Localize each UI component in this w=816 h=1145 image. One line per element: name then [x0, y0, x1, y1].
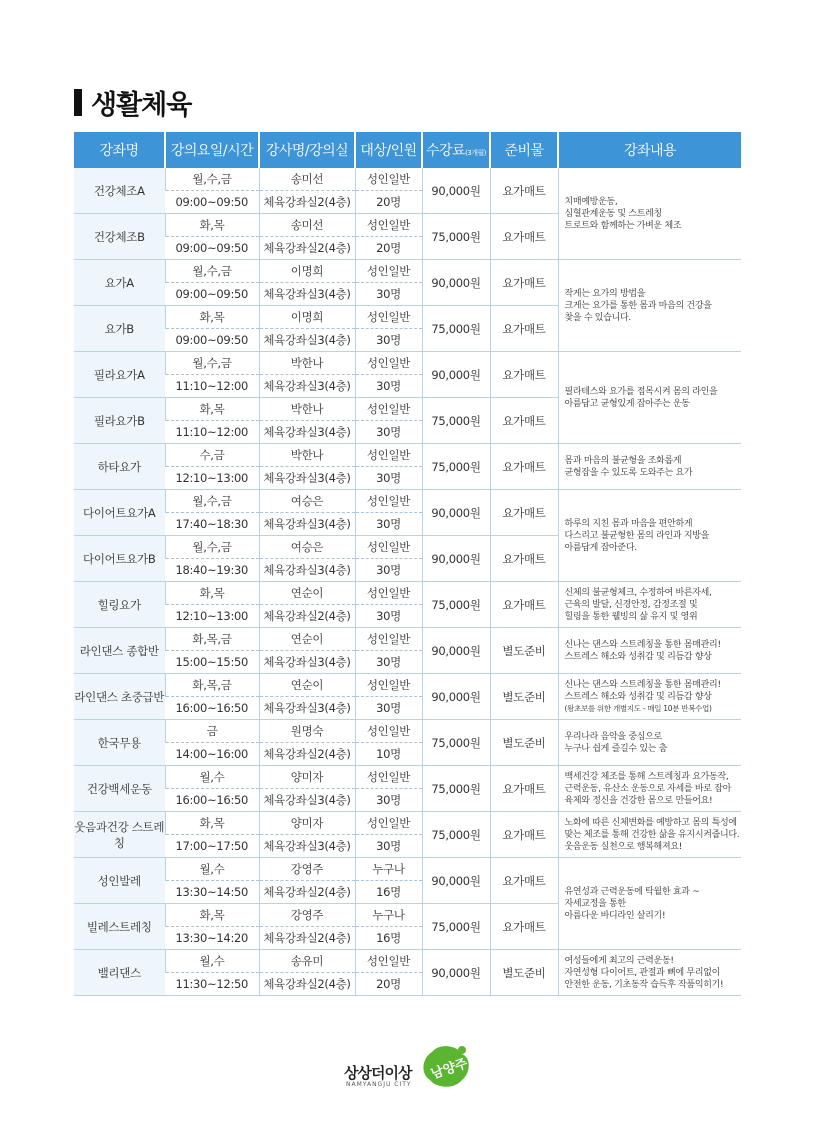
course-time-cell: 09:00~09:50	[165, 283, 259, 306]
course-teacher-cell: 여승은	[259, 490, 355, 513]
course-prep-cell: 요가매트	[490, 904, 558, 950]
course-teacher-cell: 양미자	[259, 812, 355, 835]
course-prep-cell: 요가매트	[490, 352, 558, 398]
course-day-cell: 화,목	[165, 582, 259, 605]
table-row	[74, 582, 741, 605]
course-fee-cell: 90,000원	[422, 950, 490, 996]
course-time-cell: 11:30~12:50	[165, 973, 259, 996]
course-room-cell: 체육강좌실2(4층)	[259, 881, 355, 904]
course-prep-cell: 요가매트	[490, 260, 558, 306]
course-room-cell: 체육강좌실2(4층)	[259, 191, 355, 214]
col-header-prep: 준비물	[490, 132, 558, 168]
course-name-cell: 필라요가A	[74, 352, 165, 398]
course-name-cell: 성인발레	[74, 858, 165, 904]
course-prep-cell: 요가매트	[490, 398, 558, 444]
schedule-table	[74, 132, 741, 996]
description-line: 육체와 정신을 건강한 몸으로 만들어요!	[564, 795, 713, 806]
course-count-cell: 20명	[355, 237, 422, 260]
table-row	[74, 260, 741, 283]
course-target-cell: 성인일반	[355, 950, 422, 973]
course-name-cell: 요가A	[74, 260, 165, 306]
course-fee-cell: 75,000원	[422, 444, 490, 490]
description-line: 자연성형 다이어트, 관절과 뼈에 무리없이	[564, 967, 721, 978]
course-description-cell	[558, 260, 741, 352]
course-target-cell: 성인일반	[355, 720, 422, 743]
course-description-cell	[558, 858, 741, 950]
course-description-cell	[558, 766, 741, 812]
course-target-cell: 성인일반	[355, 214, 422, 237]
course-room-cell: 체육강좌실2(4층)	[259, 927, 355, 950]
description-line: 신체의 불균형체크, 수정하여 바른자세,	[564, 587, 712, 598]
course-count-cell: 30명	[355, 329, 422, 352]
description-line: 스트레스 해소와 성취감 및 리듬감 향상	[564, 651, 712, 662]
course-fee-cell: 90,000원	[422, 490, 490, 536]
description-line: 맞는 체조를 통해 건강한 삶을 유지시켜줍니다.	[564, 829, 740, 840]
description-line: 근육의 발달, 신경안정, 감정조절 및	[564, 599, 698, 610]
course-count-cell: 30명	[355, 605, 422, 628]
course-name-cell: 하타요가	[74, 444, 165, 490]
description-line: 여성들에게 최고의 근력운동!	[564, 955, 674, 966]
table-row	[74, 490, 741, 513]
course-teacher-cell: 박한나	[259, 444, 355, 467]
course-fee-cell: 75,000원	[422, 306, 490, 352]
course-description-cell	[558, 352, 741, 444]
course-name-cell: 다이어트요가A	[74, 490, 165, 536]
course-teacher-cell: 여승은	[259, 536, 355, 559]
col-header-target: 대상/인원	[355, 132, 422, 168]
course-room-cell: 체육강좌실3(4층)	[259, 421, 355, 444]
course-target-cell: 성인일반	[355, 352, 422, 375]
course-fee-cell: 90,000원	[422, 858, 490, 904]
course-day-cell: 월,수,금	[165, 168, 259, 191]
description-line: 몸과 마음의 불균형을 조화롭게	[564, 455, 682, 466]
description-line: 자세교정을 통한	[564, 898, 626, 909]
description-line: 신나는 댄스와 스트레칭을 통한 몸매관리!	[564, 639, 721, 650]
course-fee-cell: 75,000원	[422, 812, 490, 858]
course-target-cell: 성인일반	[355, 766, 422, 789]
course-prep-cell: 요가매트	[490, 444, 558, 490]
table-row	[74, 674, 741, 697]
course-name-cell: 건강체조A	[74, 168, 165, 214]
course-day-cell: 월,수	[165, 950, 259, 973]
course-target-cell: 성인일반	[355, 306, 422, 329]
description-line: 근력운동, 유산소 운동으로 자세를 바로 잡아	[564, 783, 731, 794]
course-time-cell: 09:00~09:50	[165, 191, 259, 214]
course-count-cell: 30명	[355, 421, 422, 444]
course-prep-cell: 별도준비	[490, 628, 558, 674]
col-header-fee-period: (3개월)	[465, 149, 487, 157]
course-name-cell: 요가B	[74, 306, 165, 352]
course-time-cell: 09:00~09:50	[165, 329, 259, 352]
course-day-cell: 월,수,금	[165, 260, 259, 283]
course-time-cell: 12:10~13:00	[165, 605, 259, 628]
course-time-cell: 17:00~17:50	[165, 835, 259, 858]
course-count-cell: 30명	[355, 559, 422, 582]
course-name-cell: 라인댄스 초중급반	[74, 674, 165, 720]
course-name-cell: 한국무용	[74, 720, 165, 766]
course-description-cell	[558, 950, 741, 996]
table-row	[74, 950, 741, 973]
course-prep-cell: 별도준비	[490, 950, 558, 996]
description-line: 크게는 요가를 통한 몸과 마음의 건강을	[564, 300, 712, 311]
course-count-cell: 30명	[355, 513, 422, 536]
col-header-fee	[422, 132, 490, 168]
city-logo	[344, 1044, 474, 1100]
course-teacher-cell: 양미자	[259, 766, 355, 789]
logo-wordmark: 상상더이상	[344, 1064, 412, 1082]
course-prep-cell: 요가매트	[490, 490, 558, 536]
course-fee-cell: 90,000원	[422, 536, 490, 582]
course-target-cell: 누구나	[355, 858, 422, 881]
title-bar-mark	[74, 89, 82, 116]
description-line: 작게는 요가의 방법을	[564, 288, 646, 299]
course-target-cell: 성인일반	[355, 260, 422, 283]
course-description-cell	[558, 812, 741, 858]
course-prep-cell: 요가매트	[490, 858, 558, 904]
course-description-cell	[558, 168, 741, 260]
course-count-cell: 30명	[355, 697, 422, 720]
description-line: 힐링을 통한 웰빙의 삶 유지 및 영위	[564, 611, 698, 622]
course-day-cell: 화,목,금	[165, 628, 259, 651]
header-row	[74, 132, 741, 168]
course-time-cell: 18:40~19:30	[165, 559, 259, 582]
course-name-cell: 라인댄스 종합반	[74, 628, 165, 674]
course-fee-cell: 90,000원	[422, 674, 490, 720]
course-count-cell: 30명	[355, 467, 422, 490]
course-time-cell: 12:10~13:00	[165, 467, 259, 490]
course-target-cell: 성인일반	[355, 812, 422, 835]
description-line: 치매예방운동,	[564, 196, 618, 207]
col-header-name: 강좌명	[74, 132, 165, 168]
description-line: 스트레스 해소와 성취감 및 리듬감 향상	[564, 691, 712, 702]
description-line: 트로트와 함께하는 가벼운 체조	[564, 220, 682, 231]
course-prep-cell: 요가매트	[490, 168, 558, 214]
course-name-cell: 밸리댄스	[74, 950, 165, 996]
course-teacher-cell: 연순이	[259, 674, 355, 697]
col-header-fee-label: 수강료	[425, 143, 466, 159]
course-fee-cell: 90,000원	[422, 260, 490, 306]
course-day-cell: 화,목	[165, 398, 259, 421]
course-count-cell: 30명	[355, 375, 422, 398]
course-count-cell: 30명	[355, 283, 422, 306]
course-fee-cell: 75,000원	[422, 904, 490, 950]
course-target-cell: 성인일반	[355, 674, 422, 697]
course-teacher-cell: 연순이	[259, 582, 355, 605]
course-name-cell: 웃음과건강 스트레칭	[74, 812, 165, 858]
course-prep-cell: 별도준비	[490, 720, 558, 766]
col-header-schedule: 강의요일/시간	[165, 132, 259, 168]
course-room-cell: 체육강좌실3(4층)	[259, 651, 355, 674]
description-line: 유연성과 근력운동에 탁월한 효과 ~	[564, 886, 700, 897]
description-line: 찾을 수 있습니다.	[564, 312, 631, 323]
description-line: 균형잡을 수 있도록 도와주는 요가	[564, 467, 693, 478]
course-day-cell: 월,수,금	[165, 352, 259, 375]
course-count-cell: 20명	[355, 973, 422, 996]
course-teacher-cell: 송유미	[259, 950, 355, 973]
course-time-cell: 11:10~12:00	[165, 375, 259, 398]
description-line: 누구나 쉽게 즐길수 있는 춤	[564, 743, 668, 754]
course-count-cell: 16명	[355, 927, 422, 950]
course-time-cell: 11:10~12:00	[165, 421, 259, 444]
course-teacher-cell: 이명희	[259, 260, 355, 283]
table-row	[74, 168, 741, 191]
description-line: 아름답게 잡아준다.	[564, 542, 637, 553]
schedule-body	[74, 168, 741, 996]
course-prep-cell: 요가매트	[490, 306, 558, 352]
course-count-cell: 16명	[355, 881, 422, 904]
course-count-cell: 30명	[355, 789, 422, 812]
course-prep-cell: 요가매트	[490, 536, 558, 582]
course-room-cell: 체육강좌실2(4층)	[259, 237, 355, 260]
course-target-cell: 성인일반	[355, 628, 422, 651]
course-count-cell: 10명	[355, 743, 422, 766]
course-target-cell: 성인일반	[355, 490, 422, 513]
course-description-cell	[558, 582, 741, 628]
course-prep-cell: 별도준비	[490, 674, 558, 720]
course-room-cell: 체육강좌실3(4층)	[259, 789, 355, 812]
logo-badge-text: 남양주	[429, 1056, 470, 1083]
course-day-cell: 화,목	[165, 214, 259, 237]
course-fee-cell: 75,000원	[422, 766, 490, 812]
course-day-cell: 화,목	[165, 904, 259, 927]
course-target-cell: 성인일반	[355, 582, 422, 605]
description-line: 하루의 지친 몸과 마음을 편안하게	[564, 518, 693, 529]
course-room-cell: 체육강좌실3(4층)	[259, 559, 355, 582]
course-teacher-cell: 원명숙	[259, 720, 355, 743]
course-fee-cell: 75,000원	[422, 398, 490, 444]
logo-city-name: NAMYANGJU CITY	[346, 1081, 412, 1088]
course-time-cell: 13:30~14:50	[165, 881, 259, 904]
course-time-cell: 16:00~16:50	[165, 789, 259, 812]
table-row	[74, 812, 741, 835]
course-fee-cell: 75,000원	[422, 720, 490, 766]
course-count-cell: 20명	[355, 191, 422, 214]
course-day-cell: 월,수,금	[165, 490, 259, 513]
course-day-cell: 월,수	[165, 766, 259, 789]
course-room-cell: 체육강좌실3(4층)	[259, 329, 355, 352]
table-row	[74, 628, 741, 651]
course-day-cell: 월,수,금	[165, 536, 259, 559]
course-day-cell: 월,수	[165, 858, 259, 881]
course-time-cell: 14:00~16:00	[165, 743, 259, 766]
course-prep-cell: 요가매트	[490, 214, 558, 260]
course-description-cell	[558, 444, 741, 490]
table-row	[74, 858, 741, 881]
course-fee-cell: 90,000원	[422, 168, 490, 214]
course-fee-cell: 90,000원	[422, 628, 490, 674]
course-teacher-cell: 연순이	[259, 628, 355, 651]
course-teacher-cell: 강영주	[259, 858, 355, 881]
course-name-cell: 다이어트요가B	[74, 536, 165, 582]
course-room-cell: 체육강좌실3(4층)	[259, 697, 355, 720]
course-room-cell: 체육강좌실3(4층)	[259, 467, 355, 490]
page-title-text: 생활체육	[91, 89, 192, 121]
description-line: 아름다운 바디라인 살리기!	[564, 910, 666, 921]
course-name-cell: 힐링요가	[74, 582, 165, 628]
description-line: 다스리고 불균형한 몸의 라인과 지방을	[564, 530, 710, 541]
course-target-cell: 성인일반	[355, 536, 422, 559]
course-room-cell: 체육강좌실3(4층)	[259, 375, 355, 398]
course-name-cell: 빌레스트레칭	[74, 904, 165, 950]
course-teacher-cell: 강영주	[259, 904, 355, 927]
course-teacher-cell: 송미선	[259, 168, 355, 191]
course-target-cell: 누구나	[355, 904, 422, 927]
course-time-cell: 16:00~16:50	[165, 697, 259, 720]
course-day-cell: 화,목	[165, 812, 259, 835]
description-line: 심혈관계운동 및 스트레칭	[564, 208, 662, 219]
description-line: 아름답고 균형있게 잡아주는 운동	[564, 398, 690, 409]
course-room-cell: 체육강좌실3(4층)	[259, 835, 355, 858]
description-line: (왕초보를 위한 개별지도 - 매일 10분 반복수업)	[564, 703, 712, 713]
page-title	[74, 84, 191, 120]
course-target-cell: 성인일반	[355, 168, 422, 191]
course-room-cell: 체육강좌실3(4층)	[259, 283, 355, 306]
course-time-cell: 09:00~09:50	[165, 237, 259, 260]
description-line: 신나는 댄스와 스트레칭을 통한 몸매관리!	[564, 679, 721, 690]
description-line: 노화에 따른 신체변화를 예방하고 몸의 특성에	[564, 817, 737, 828]
course-day-cell: 화,목,금	[165, 674, 259, 697]
course-time-cell: 17:40~18:30	[165, 513, 259, 536]
course-teacher-cell: 박한나	[259, 398, 355, 421]
course-room-cell: 체육강좌실3(4층)	[259, 513, 355, 536]
course-description-cell	[558, 674, 741, 720]
col-header-content: 강좌내용	[558, 132, 741, 168]
course-target-cell: 성인일반	[355, 444, 422, 467]
table-row	[74, 444, 741, 467]
course-description-cell	[558, 628, 741, 674]
course-time-cell: 13:30~14:20	[165, 927, 259, 950]
course-fee-cell: 75,000원	[422, 582, 490, 628]
course-teacher-cell: 송미선	[259, 214, 355, 237]
course-room-cell: 체육강좌실2(4층)	[259, 743, 355, 766]
course-name-cell: 필라요가B	[74, 398, 165, 444]
description-line: 필라테스와 요가를 접목시켜 몸의 라인을	[564, 386, 718, 397]
course-prep-cell: 요가매트	[490, 812, 558, 858]
course-count-cell: 30명	[355, 835, 422, 858]
course-day-cell: 수,금	[165, 444, 259, 467]
course-fee-cell: 90,000원	[422, 352, 490, 398]
course-count-cell: 30명	[355, 651, 422, 674]
course-name-cell: 건강체조B	[74, 214, 165, 260]
course-prep-cell: 요가매트	[490, 766, 558, 812]
description-line: 웃음운동 실천으로 행복해져요!	[564, 841, 683, 852]
course-room-cell: 체육강좌실2(4층)	[259, 973, 355, 996]
table-row	[74, 720, 741, 743]
course-fee-cell: 75,000원	[422, 214, 490, 260]
course-prep-cell: 요가매트	[490, 582, 558, 628]
course-teacher-cell: 이명희	[259, 306, 355, 329]
col-header-teacher: 강사명/강의실	[259, 132, 355, 168]
description-line: 백세건강 체조를 통해 스트레칭과 요가동작,	[564, 771, 729, 782]
course-day-cell: 화,목	[165, 306, 259, 329]
course-day-cell: 금	[165, 720, 259, 743]
course-name-cell: 건강백세운동	[74, 766, 165, 812]
description-line: 우리나라 음악을 중심으로	[564, 731, 662, 742]
course-time-cell: 15:00~15:50	[165, 651, 259, 674]
description-line: 안전한 운동, 기초동작 습득후 작품익히기!	[564, 979, 724, 990]
course-target-cell: 성인일반	[355, 398, 422, 421]
course-description-cell	[558, 720, 741, 766]
table-row	[74, 352, 741, 375]
course-description-cell	[558, 490, 741, 582]
course-teacher-cell: 박한나	[259, 352, 355, 375]
table-row	[74, 766, 741, 789]
course-room-cell: 체육강좌실2(4층)	[259, 605, 355, 628]
